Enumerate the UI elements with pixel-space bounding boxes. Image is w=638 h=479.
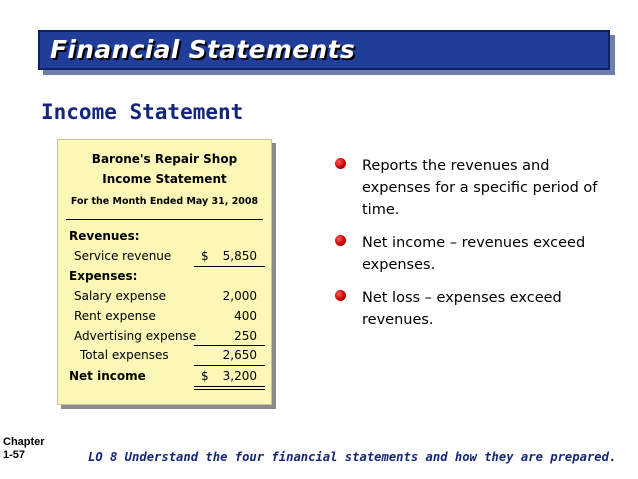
statement-row-expenses (58, 269, 271, 285)
net-income-double-underline-top (194, 386, 265, 387)
revenues-header: Revenues: (69, 229, 140, 243)
statement-row-salary (58, 289, 271, 305)
net-income-label: Net income (69, 369, 146, 383)
bullet-icon (335, 235, 346, 246)
bullet-icon (335, 290, 346, 301)
salary-expense-label: Salary expense (74, 289, 167, 303)
chapter-label (3, 436, 45, 462)
statement-row-total-expenses (58, 348, 271, 364)
statement-row-advertising (58, 329, 271, 345)
advertising-expense-amount: 250 (234, 329, 257, 343)
service-revenue-amount: 5,850 (222, 249, 257, 263)
income-statement-panel (57, 139, 272, 405)
total-expenses-underline (194, 365, 265, 366)
slide-title: Financial Statements (50, 35, 356, 64)
statement-row-net-income (58, 369, 271, 385)
statement-row-revenues (58, 229, 271, 245)
total-expenses-amount: 2,650 (222, 348, 257, 362)
bullet-text: Net income – revenues exceed expenses. (362, 235, 586, 273)
service-revenue-label: Service revenue (74, 249, 172, 263)
rent-expense-amount: 400 (234, 309, 257, 323)
net-income-dollar: $ (201, 369, 209, 383)
statement-header-rule (66, 219, 263, 220)
learning-objective: LO 8 Understand the four financial statements and how they are prepared. (88, 450, 617, 464)
section-title: Income Statement (41, 100, 244, 124)
statement-company: Barone's Repair Shop (91, 152, 238, 166)
service-revenue-dollar: $ (201, 249, 209, 263)
total-expenses-label: Total expenses (80, 348, 169, 362)
chapter-label-line1: Chapter (3, 436, 45, 448)
statement-name: Income Statement (102, 172, 227, 186)
statement-row-rent (58, 309, 271, 325)
bullet-text: Net loss – expenses exceed revenues. (362, 290, 562, 328)
statement-row-service-revenue (58, 249, 271, 265)
advertising-expense-label: Advertising expense (74, 329, 197, 343)
net-income-amount: 3,200 (222, 369, 257, 383)
expenses-header: Expenses: (69, 269, 138, 283)
rent-expense-label: Rent expense (74, 309, 156, 323)
net-income-double-underline-bottom (194, 389, 265, 390)
advertising-underline (194, 345, 265, 346)
chapter-label-line2: 1-57 (3, 449, 26, 461)
statement-period: For the Month Ended May 31, 2008 (70, 196, 259, 207)
title-bar (38, 30, 610, 70)
bullet-icon (335, 158, 346, 169)
salary-expense-amount: 2,000 (222, 289, 257, 303)
service-revenue-underline (194, 266, 265, 267)
bullet-text: Reports the revenues and expenses for a specific period of time. (362, 158, 598, 218)
